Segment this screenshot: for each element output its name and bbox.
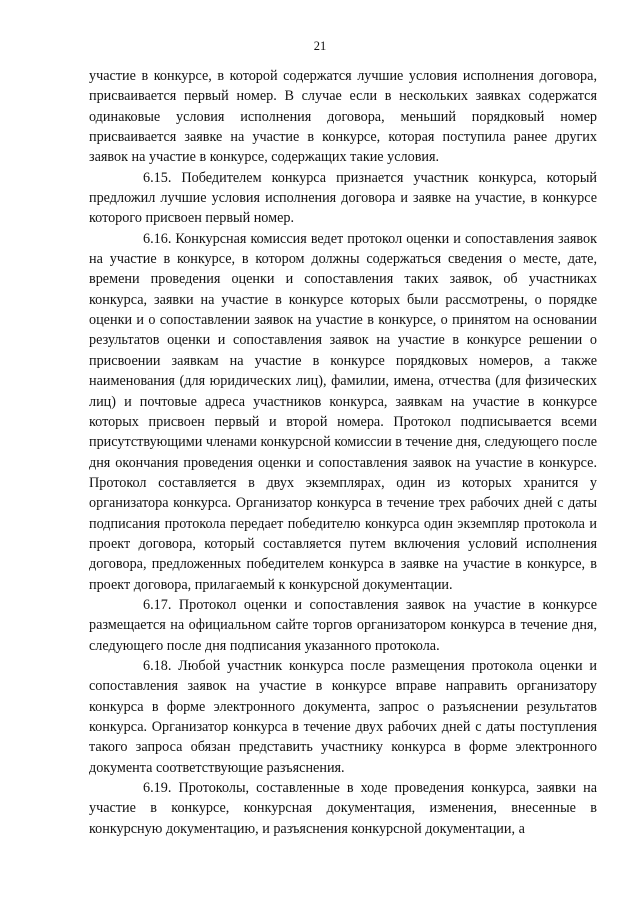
paragraph-6-16: 6.16. Конкурсная комиссия ведет протокол оценки и сопоставления заявок на участие в конкурсе, в котором должны содержаться сведения о месте, дате, времени проведения оценки и сопоставления таких заявок, об участниках конкурса, заявки на участие в конкурсе которых были рассмотрены, о порядке оценки и о сопоставлении заявок на участие в конкурсе, о принятом на основании результатов оценки и сопоставления заявок на участие в конкурсе решении о присвоении заявкам на участие в конкурсе порядковых номеров, а также наименования (для юридических лиц), фамилии, имена, отчества (для физических лиц) и почтовые адреса участников конкурса, заявкам на участие в конкурсе которых присвоен первый и второй номера. Протокол подписывается всеми присутствующими членами конкурсной комиссии в течение дня, следующего после дня окончания проведения оценки и сопоставления заявок на участие в конкурсе. Протокол составляется в двух экземплярах, один из которых хранится у организатора конкурса. Организатор конкурса в течение трех рабочих дней с даты подписания протокола передает победителю конкурса один экземпляр протокола и проект договора, который составляется путем включения условий исполнения договора, предложенных победителем конкурса в заявке на участие в конкурсе, в проект договора, прилагаемый к конкурсной документации.	[89, 230, 597, 593]
paragraph-6-18: 6.18. Любой участник конкурса после размещения протокола оценки и сопоставления заявок на участие в конкурсе вправе направить организатору конкурса в форме электронного документа, запрос о разъяснении результатов конкурса. Организатор конкурса в течение двух рабочих дней с даты поступления такого запроса обязан представить участнику конкурса в форме электронного документа соответствующие разъяснения.	[89, 657, 597, 776]
document-body	[89, 66, 597, 839]
paragraph-6-17: 6.17. Протокол оценки и сопоставления заявок на участие в конкурсе размещается на официальном сайте торгов организатором конкурса в течение дня, следующего после дня подписания указанного протокола.	[89, 596, 597, 654]
paragraph-continuation: участие в конкурсе, в которой содержатся лучшие условия исполнения договора, присваивается первый номер. В случае если в нескольких заявках содержатся одинаковые условия исполнения договора, меньший порядковый номер присваивается заявке на участие в конкурсе, которая поступила ранее других заявок на участие в конкурсе, содержащих такие условия.	[89, 68, 597, 166]
paragraph-6-15: 6.15. Победителем конкурса признается участник конкурса, который предложил лучшие условия исполнения договора и заявке на участие, в конкурсе которого присвоен первый номер.	[89, 169, 597, 227]
paragraph-6-19: 6.19. Протоколы, составленные в ходе проведения конкурса, заявки на участие в конкурсе, конкурсная документация, изменения, внесенные в конкурсную документацию, и разъяснения конкурсной документации, а	[89, 780, 597, 837]
page-number: 21	[313, 39, 327, 53]
